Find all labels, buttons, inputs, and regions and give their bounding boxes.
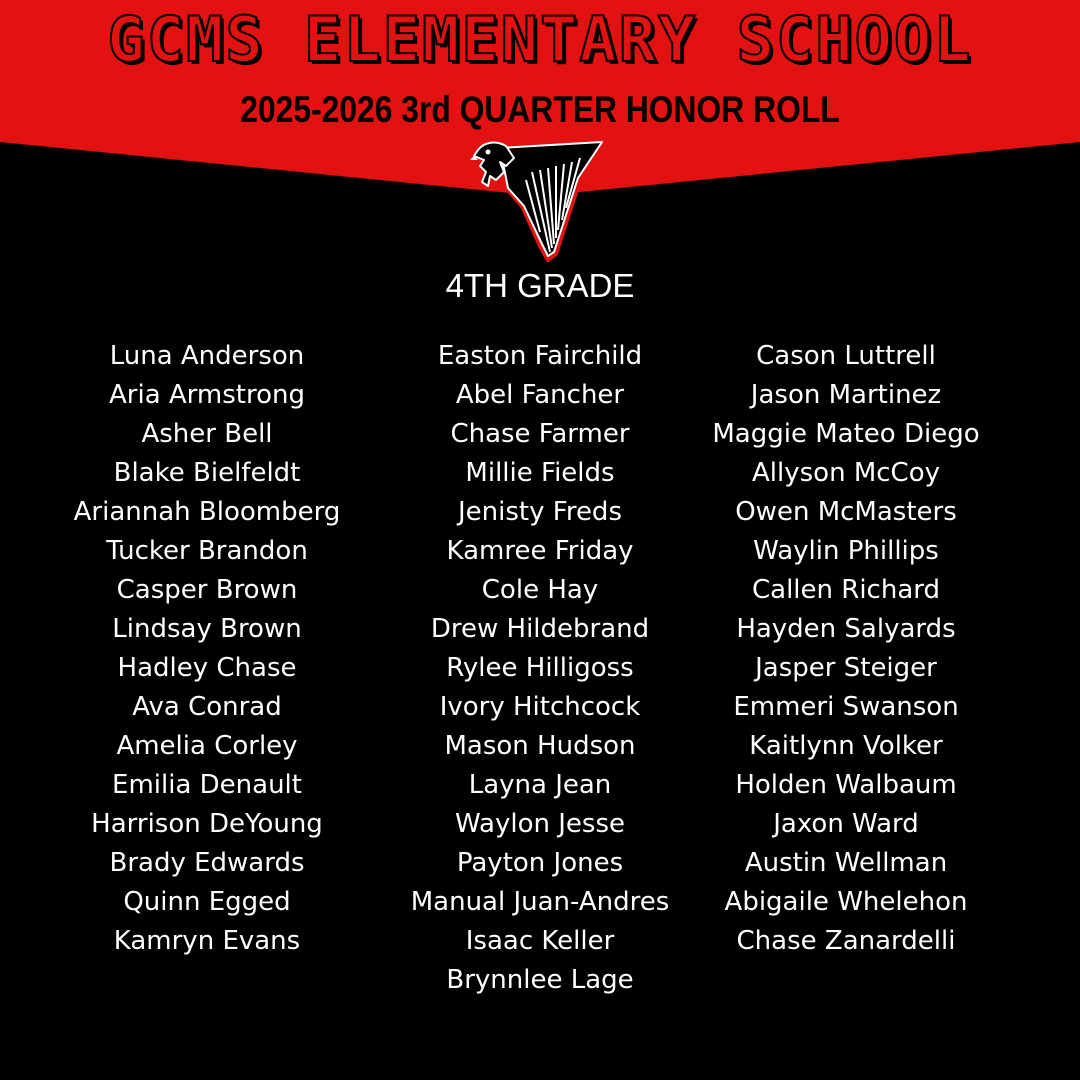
student-name: Isaac Keller [465,926,615,956]
student-name: Kaitlynn Volker [749,731,943,761]
student-name: Waylon Jesse [455,809,625,839]
student-name: Austin Wellman [744,848,948,878]
student-name: Payton Jones [456,848,624,878]
student-name: Blake Bielfeldt [113,458,301,488]
student-name: Waylin Phillips [753,536,939,566]
grade-heading: 4TH GRADE [445,267,635,304]
student-name: Cole Hay [481,575,599,605]
student-name: Kamryn Evans [113,926,301,956]
student-name: Maggie Mateo Diego [712,419,980,449]
student-name: Emilia Denault [112,770,302,800]
names-column-3 [676,337,1016,961]
student-name: Drew Hildebrand [430,614,650,644]
student-name: Mason Hudson [444,731,636,761]
student-name: Luna Anderson [109,341,305,371]
student-name: Brady Edwards [109,848,305,878]
student-name: Casper Brown [116,575,298,605]
student-name: Tucker Brandon [106,536,308,566]
student-name: Ivory Hitchcock [439,692,641,722]
student-name: Ava Conrad [132,692,282,722]
student-name: Jason Martinez [750,380,942,410]
names-column-1 [37,337,377,961]
student-name: Allyson McCoy [752,458,940,488]
student-name: Chase Zanardelli [736,926,956,956]
student-name: Jenisty Freds [458,497,622,527]
student-name: Jaxon Ward [773,809,919,839]
student-name: Asher Bell [141,419,273,449]
student-name: Brynnlee Lage [446,965,634,995]
student-name: Quinn Egged [123,887,291,917]
student-name: Layna Jean [468,770,612,800]
student-name: Owen McMasters [735,497,957,527]
school-name: GCMS ELEMENTARY SCHOOL [107,3,973,76]
names-column-2 [370,337,710,1000]
student-name: Hadley Chase [117,653,297,683]
student-name: Emmeri Swanson [733,692,959,722]
student-name: Manual Juan-Andres [410,887,670,917]
student-name: Jasper Steiger [755,653,937,683]
honor-roll-title: 2025-2026 3rd QUARTER HONOR ROLL [240,89,840,130]
student-name: Callen Richard [751,575,940,605]
student-name: Abel Fancher [455,380,625,410]
student-name: Holden Walbaum [735,770,957,800]
student-name: Abigaile Whelehon [724,887,968,917]
student-name: Hayden Salyards [736,614,956,644]
student-name: Harrison DeYoung [91,809,323,839]
student-name: Lindsay Brown [112,614,302,644]
student-name: Amelia Corley [116,731,298,761]
student-name: Aria Armstrong [109,380,305,410]
falcon-logo-icon [470,136,610,262]
student-name: Rylee Hilligoss [446,653,634,683]
student-name: Kamree Friday [446,536,634,566]
student-name: Easton Fairchild [437,341,643,371]
student-name: Millie Fields [465,458,615,488]
student-name: Chase Farmer [450,419,630,449]
student-name: Cason Luttrell [756,341,936,371]
student-name: Ariannah Bloomberg [73,497,341,527]
